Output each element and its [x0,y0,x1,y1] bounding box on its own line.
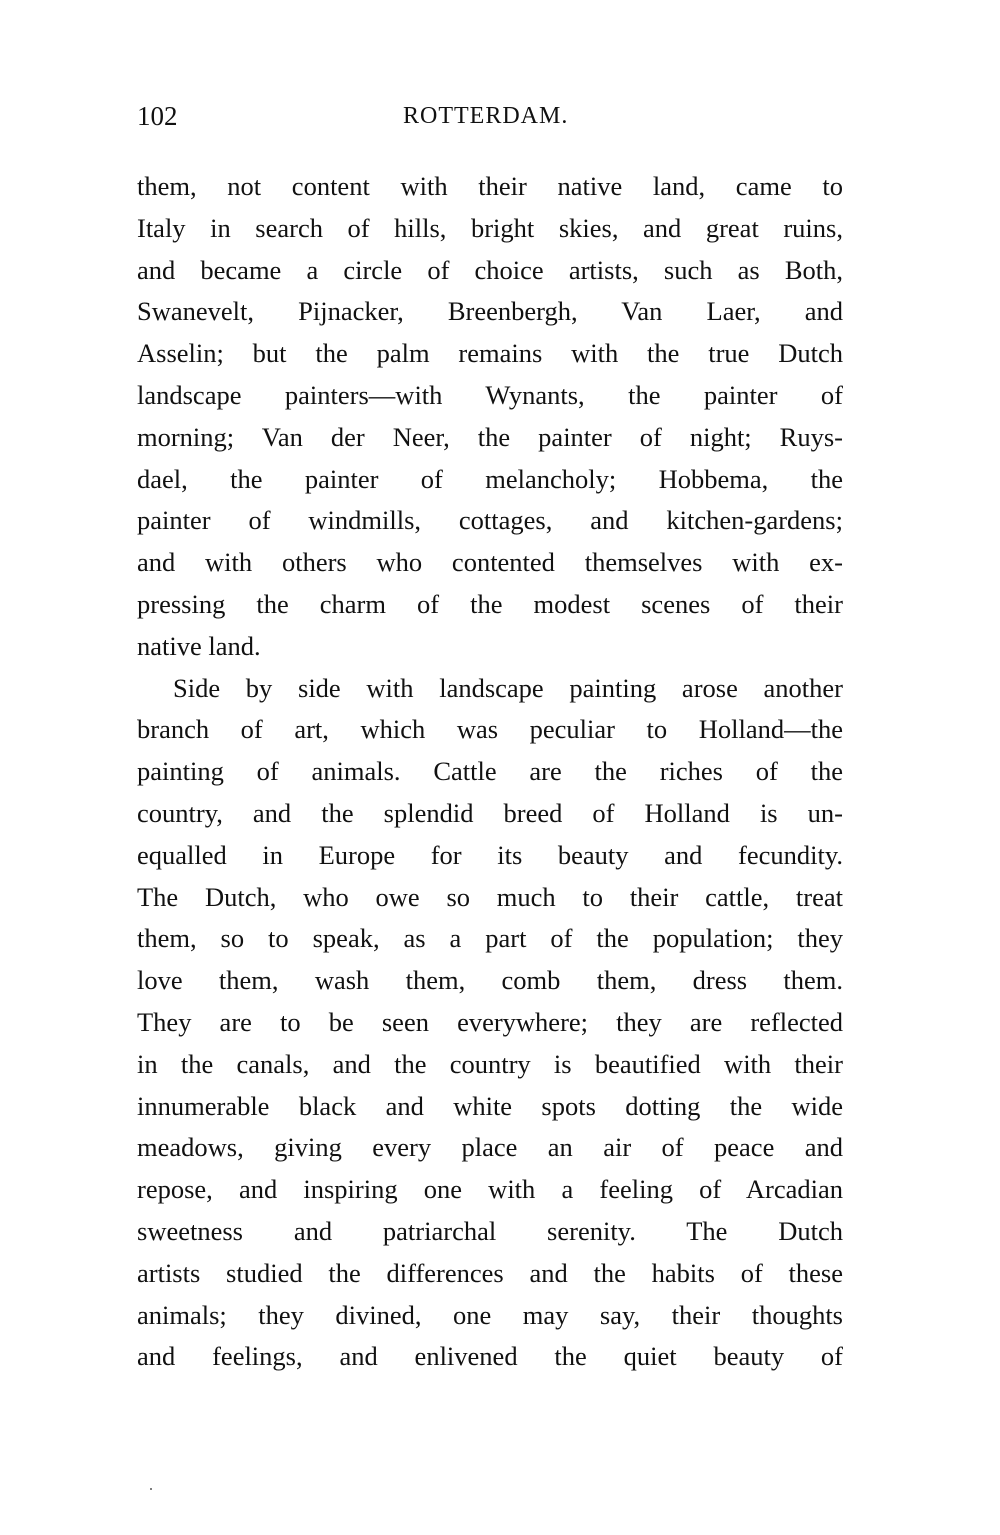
text-line: dael, the painter of melancholy; Hobbema, the [137,463,843,494]
text-line: sweetness and patriarchal serenity. The Dutch [137,1215,843,1246]
text-line: Asselin; but the palm remains with the true Dutch [137,338,843,369]
text-line: native land. [137,630,261,661]
paragraph-2 [137,668,843,1379]
page-number: 102 [137,101,178,131]
text-line: artists studied the differences and the habits of these [137,1257,843,1288]
text-line: meadows, giving every place an air of peace and [137,1132,843,1163]
text-line: country, and the splendid breed of Holland is un- [137,797,843,828]
text-line: in the canals, and the country is beautified with their [137,1048,843,1079]
text-line: equalled in Europe for its beauty and fecundity. [137,839,843,870]
paragraph-1 [137,166,843,668]
text-line: repose, and inspiring one with a feeling of Arcadian [137,1174,843,1205]
text-line: painting of animals. Cattle are the riches of the [137,756,843,787]
text-line: them, not content with their native land, came to [137,171,843,201]
paper-speck [150,1488,152,1490]
running-head [137,96,843,136]
text-line: and became a circle of choice artists, such as Both, [137,254,843,285]
text-line: branch of art, which was peculiar to Holland—the [137,714,843,745]
text-line: pressing the charm of the modest scenes of their [137,588,843,619]
running-title: ROTTERDAM. [403,103,569,129]
text-line: love them, wash them, comb them, dress them. [137,965,843,996]
text-line: and with others who contented themselves with ex- [137,547,843,578]
text-line: morning; Van der Neer, the painter of night; Ruys- [137,421,843,452]
text-line: Swanevelt, Pijnacker, Breenbergh, Van Laer, and [137,296,843,327]
text-line: painter of windmills, cottages, and kitchen-gardens; [137,505,843,536]
text-line: innumerable black and white spots dotting the wide [137,1090,843,1121]
text-line: landscape painters—with Wynants, the painter of [137,379,843,410]
body-text [137,166,843,1378]
text-line: them, so to speak, as a part of the population; they [137,923,843,954]
text-line: They are to be seen everywhere; they are reflected [137,1006,843,1037]
text-line: animals; they divined, one may say, their thoughts [137,1299,843,1330]
text-line: The Dutch, who owe so much to their cattle, treat [137,881,843,912]
text-line: and feelings, and enlivened the quiet beauty of [137,1341,843,1372]
text-line: Italy in search of hills, bright skies, and great ruins, [137,212,843,243]
text-line: Side by side with landscape painting arose another [173,672,843,703]
